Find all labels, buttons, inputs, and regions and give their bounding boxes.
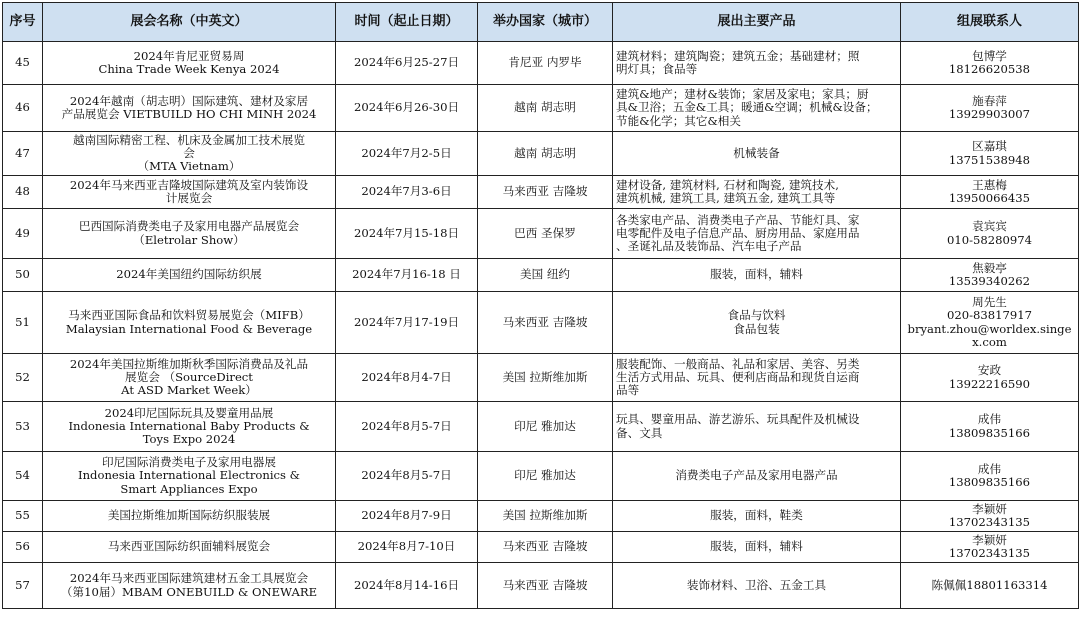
cell-contact-line: 18126620538 — [948, 62, 1031, 76]
cell-time: 2024年8月14-16日 — [336, 563, 478, 609]
cell-no: 53 — [3, 402, 43, 452]
cell-products-line: 玩具、婴童用品、游艺游乐、玩具配件及机械设 — [616, 412, 860, 427]
cell-country: 越南 胡志明 — [478, 85, 613, 132]
cell-contact-line: x.com — [972, 334, 1007, 349]
cell-contact — [901, 532, 1079, 563]
cell-products-line: 、圣诞礼品及装饰品、汽车电子产品 — [616, 239, 802, 254]
cell-name-line: 展览会 （SourceDirect — [125, 369, 253, 384]
cell-contact — [901, 209, 1079, 259]
cell-products — [613, 532, 901, 563]
table-header-row — [3, 3, 1079, 42]
cell-contact-line: 13702343135 — [948, 546, 1031, 560]
cell-name-line: 会 — [183, 145, 195, 160]
table-row — [3, 354, 1079, 402]
cell-time: 2024年8月4-7日 — [336, 354, 478, 402]
cell-no: 48 — [3, 176, 43, 209]
cell-contact-line: 13950066435 — [948, 191, 1031, 205]
cell-name-line: Indonesia International Electronics & — [78, 468, 300, 483]
cell-name-line: At ASD Market Week） — [121, 383, 257, 398]
cell-time: 2024年7月2-5日 — [336, 132, 478, 176]
cell-name-line: 计展览会 — [165, 191, 213, 205]
cell-products-line: 明灯具；食品等 — [616, 62, 698, 76]
cell-country: 越南 胡志明 — [478, 132, 613, 176]
table-row — [3, 259, 1079, 292]
header-name: 展会名称（中英文） — [43, 3, 336, 42]
exhibition-table — [2, 2, 1079, 609]
cell-no: 49 — [3, 209, 43, 259]
header-products: 展出主要产品 — [613, 3, 901, 42]
table-body — [3, 42, 1079, 609]
cell-products-line: 节能&化学；其它&相关 — [616, 113, 741, 128]
cell-products — [613, 354, 901, 402]
cell-contact — [901, 132, 1079, 176]
cell-name-line: 越南国际精密工程、机床及金属加工技术展览 — [73, 132, 305, 147]
cell-name-line: 美国拉斯维加斯国际纺织服装展 — [107, 508, 271, 523]
cell-contact-line: 13809835166 — [948, 425, 1031, 440]
table-row — [3, 42, 1079, 85]
cell-country: 美国 拉斯维加斯 — [478, 354, 613, 402]
cell-no: 46 — [3, 85, 43, 132]
cell-time: 2024年7月17-19日 — [336, 292, 478, 354]
cell-country: 巴西 圣保罗 — [478, 209, 613, 259]
cell-name-line: Indonesia International Baby Products & — [68, 418, 310, 433]
cell-contact-line: 13702343135 — [948, 515, 1031, 529]
cell-name-line: 2024年美国拉斯维加斯秋季国际消费品及礼品 — [69, 356, 309, 371]
cell-contact — [901, 563, 1079, 609]
table-row — [3, 402, 1079, 452]
cell-name-line: （Eletrolar Show） — [133, 232, 245, 247]
cell-products — [613, 176, 901, 209]
cell-name — [43, 501, 336, 532]
cell-name — [43, 532, 336, 563]
cell-name-line: 2024年马来西亚吉隆坡国际建筑及室内装饰设 — [69, 177, 309, 192]
cell-products-line: 建材设备, 建筑材料, 石材和陶瓷, 建筑技术, — [616, 177, 839, 192]
cell-no: 56 — [3, 532, 43, 563]
cell-name — [43, 176, 336, 209]
table-row — [3, 132, 1079, 176]
cell-contact-line: 010-58280974 — [946, 232, 1033, 247]
cell-no: 50 — [3, 259, 43, 292]
cell-name — [43, 402, 336, 452]
cell-contact — [901, 292, 1079, 354]
cell-contact-line: 陈佩佩18801163314 — [931, 577, 1048, 592]
cell-products-line: 生活方式用品、玩具、便利店商品和现货自运商 — [616, 369, 860, 384]
table-row — [3, 85, 1079, 132]
cell-contact-line: 李颖妍 — [972, 532, 1007, 547]
cell-no: 55 — [3, 501, 43, 532]
table-row — [3, 532, 1079, 563]
cell-name — [43, 85, 336, 132]
table-row — [3, 501, 1079, 532]
cell-contact-line: 安政 — [977, 363, 1002, 378]
cell-products-line: 建筑&地产；建材&装饰；家居及家电；家具；厨 — [616, 87, 869, 102]
cell-country: 印尼 雅加达 — [478, 402, 613, 452]
cell-contact-line: 袁宾宾 — [972, 219, 1007, 234]
cell-products — [613, 292, 901, 354]
cell-contact-line: 13922216590 — [948, 376, 1031, 391]
cell-name-line: 马来西亚国际纺织面辅料展览会 — [107, 539, 271, 554]
cell-products — [613, 42, 901, 85]
header-country: 举办国家（城市） — [478, 3, 613, 42]
cell-contact-line: bryant.zhou@worldex.singe — [907, 321, 1072, 336]
cell-country: 美国 拉斯维加斯 — [478, 501, 613, 532]
cell-products-line: 装饰材料、卫浴、五金工具 — [686, 577, 827, 592]
cell-products-line: 各类家电产品、消费类电子产品、节能灯具、家 — [616, 212, 860, 227]
cell-name-line: （第10届）MBAM ONEBUILD & ONEWARE — [60, 584, 318, 599]
cell-time: 2024年8月5-7日 — [336, 402, 478, 452]
cell-products — [613, 85, 901, 132]
cell-name-line: Malaysian International Food & Beverage — [65, 321, 313, 336]
cell-time: 2024年7月16-18 日 — [336, 259, 478, 292]
cell-products-line: 建筑材料；建筑陶瓷；建筑五金；基础建材；照 — [616, 48, 860, 63]
cell-products-line: 服装配饰、一般商品、礼品和家居、美容、另类 — [616, 356, 860, 371]
cell-contact — [901, 354, 1079, 402]
cell-products-line: 品等 — [616, 383, 640, 398]
cell-country: 印尼 雅加达 — [478, 452, 613, 501]
cell-products — [613, 452, 901, 501]
cell-name-line: 2024年美国纽约国际纺织展 — [116, 267, 262, 282]
cell-name-line: （MTA Vietnam） — [137, 159, 241, 174]
cell-products-line: 消费类电子产品及家用电器产品 — [675, 468, 838, 483]
cell-name — [43, 292, 336, 354]
cell-contact-line: 13539340262 — [948, 274, 1031, 288]
cell-name — [43, 452, 336, 501]
cell-country: 美国 纽约 — [478, 259, 613, 292]
cell-name — [43, 259, 336, 292]
cell-no: 47 — [3, 132, 43, 176]
cell-name — [43, 132, 336, 176]
cell-name-line: 马来西亚国际食品和饮料贸易展览会（MIFB） — [68, 308, 310, 323]
cell-country: 肯尼亚 内罗毕 — [478, 42, 613, 85]
header-contact: 组展联系人 — [901, 3, 1079, 42]
cell-products-line: 备、文具 — [616, 425, 663, 440]
cell-name-line: 2024印尼国际玩具及婴童用品展 — [104, 405, 274, 420]
cell-name-line: 巴西国际消费类电子及家用电器产品展览会 — [78, 219, 300, 234]
cell-products-line: 食品包装 — [733, 321, 780, 336]
cell-time: 2024年6月26-30日 — [336, 85, 478, 132]
cell-products-line: 服装，面料，辅料 — [710, 539, 803, 554]
cell-time: 2024年7月15-18日 — [336, 209, 478, 259]
cell-contact — [901, 259, 1079, 292]
cell-name-line: 印尼国际消费类电子及家用电器展 — [102, 455, 276, 470]
cell-contact-line: 13809835166 — [948, 475, 1031, 489]
cell-products-line: 服装，面料，辅料 — [710, 267, 803, 282]
cell-country: 马来西亚 吉隆坡 — [478, 532, 613, 563]
cell-time: 2024年7月3-6日 — [336, 176, 478, 209]
table-row — [3, 176, 1079, 209]
cell-contact-line: 包博学 — [972, 48, 1007, 63]
cell-products — [613, 209, 901, 259]
cell-no: 57 — [3, 563, 43, 609]
cell-no: 54 — [3, 452, 43, 501]
header-no: 序号 — [3, 3, 43, 42]
table-row — [3, 209, 1079, 259]
cell-time: 2024年8月5-7日 — [336, 452, 478, 501]
cell-name — [43, 42, 336, 85]
cell-products-line: 电零配件及电子信息产品、厨房用品、家庭用品 — [616, 225, 860, 240]
cell-contact-line: 王惠梅 — [972, 177, 1007, 192]
cell-country: 马来西亚 吉隆坡 — [478, 292, 613, 354]
cell-contact — [901, 402, 1079, 452]
cell-contact-line: 13929903007 — [948, 107, 1031, 121]
cell-name-line: 2024年肯尼亚贸易周 — [133, 48, 245, 63]
cell-products-line: 具&卫浴；五金&工具；暖通&空调；机械&设备； — [616, 100, 878, 115]
cell-name — [43, 209, 336, 259]
cell-no: 51 — [3, 292, 43, 354]
cell-name-line: China Trade Week Kenya 2024 — [98, 62, 280, 76]
cell-contact — [901, 501, 1079, 532]
cell-contact-line: 成伟 — [977, 412, 1002, 427]
cell-contact — [901, 42, 1079, 85]
table-row — [3, 563, 1079, 609]
cell-contact — [901, 176, 1079, 209]
cell-products — [613, 259, 901, 292]
cell-no: 45 — [3, 42, 43, 85]
cell-no: 52 — [3, 354, 43, 402]
cell-products-line: 建筑机械, 建筑工具, 建筑五金, 建筑工具等 — [616, 191, 836, 205]
cell-name-line: 2024年越南（胡志明）国际建筑、建材及家居 — [69, 93, 309, 108]
cell-products — [613, 132, 901, 176]
cell-contact-line: 周先生 — [972, 295, 1007, 310]
cell-products-line: 机械装备 — [733, 145, 780, 160]
cell-contact-line: 成伟 — [977, 461, 1002, 476]
cell-contact — [901, 85, 1079, 132]
cell-contact — [901, 452, 1079, 501]
cell-products — [613, 402, 901, 452]
cell-time: 2024年8月7-9日 — [336, 501, 478, 532]
cell-products-line: 食品与饮料 — [727, 308, 786, 323]
cell-contact-line: 13751538948 — [948, 152, 1031, 167]
cell-name-line: 2024年马来西亚国际建筑建材五金工具展览会 — [69, 571, 309, 586]
cell-products — [613, 501, 901, 532]
cell-time: 2024年8月7-10日 — [336, 532, 478, 563]
cell-name-line: Toys Expo 2024 — [142, 432, 236, 447]
cell-country: 马来西亚 吉隆坡 — [478, 176, 613, 209]
cell-products-line: 服装，面料，鞋类 — [710, 508, 803, 523]
table-row — [3, 452, 1079, 501]
cell-name-line: 产品展览会 VIETBUILD HO CHI MINH 2024 — [61, 107, 317, 121]
cell-products — [613, 563, 901, 609]
cell-time: 2024年6月25-27日 — [336, 42, 478, 85]
cell-contact-line: 施春萍 — [972, 93, 1007, 108]
cell-name-line: Smart Appliances Expo — [120, 481, 258, 496]
header-time: 时间（起止日期） — [336, 3, 478, 42]
cell-contact-line: 区嘉琪 — [972, 139, 1007, 154]
cell-contact-line: 020-83817917 — [946, 308, 1033, 323]
cell-name — [43, 354, 336, 402]
cell-contact-line: 李颖妍 — [972, 501, 1007, 516]
cell-name — [43, 563, 336, 609]
cell-contact-line: 焦毅亭 — [972, 260, 1007, 275]
cell-country: 马来西亚 吉隆坡 — [478, 563, 613, 609]
table-row — [3, 292, 1079, 354]
